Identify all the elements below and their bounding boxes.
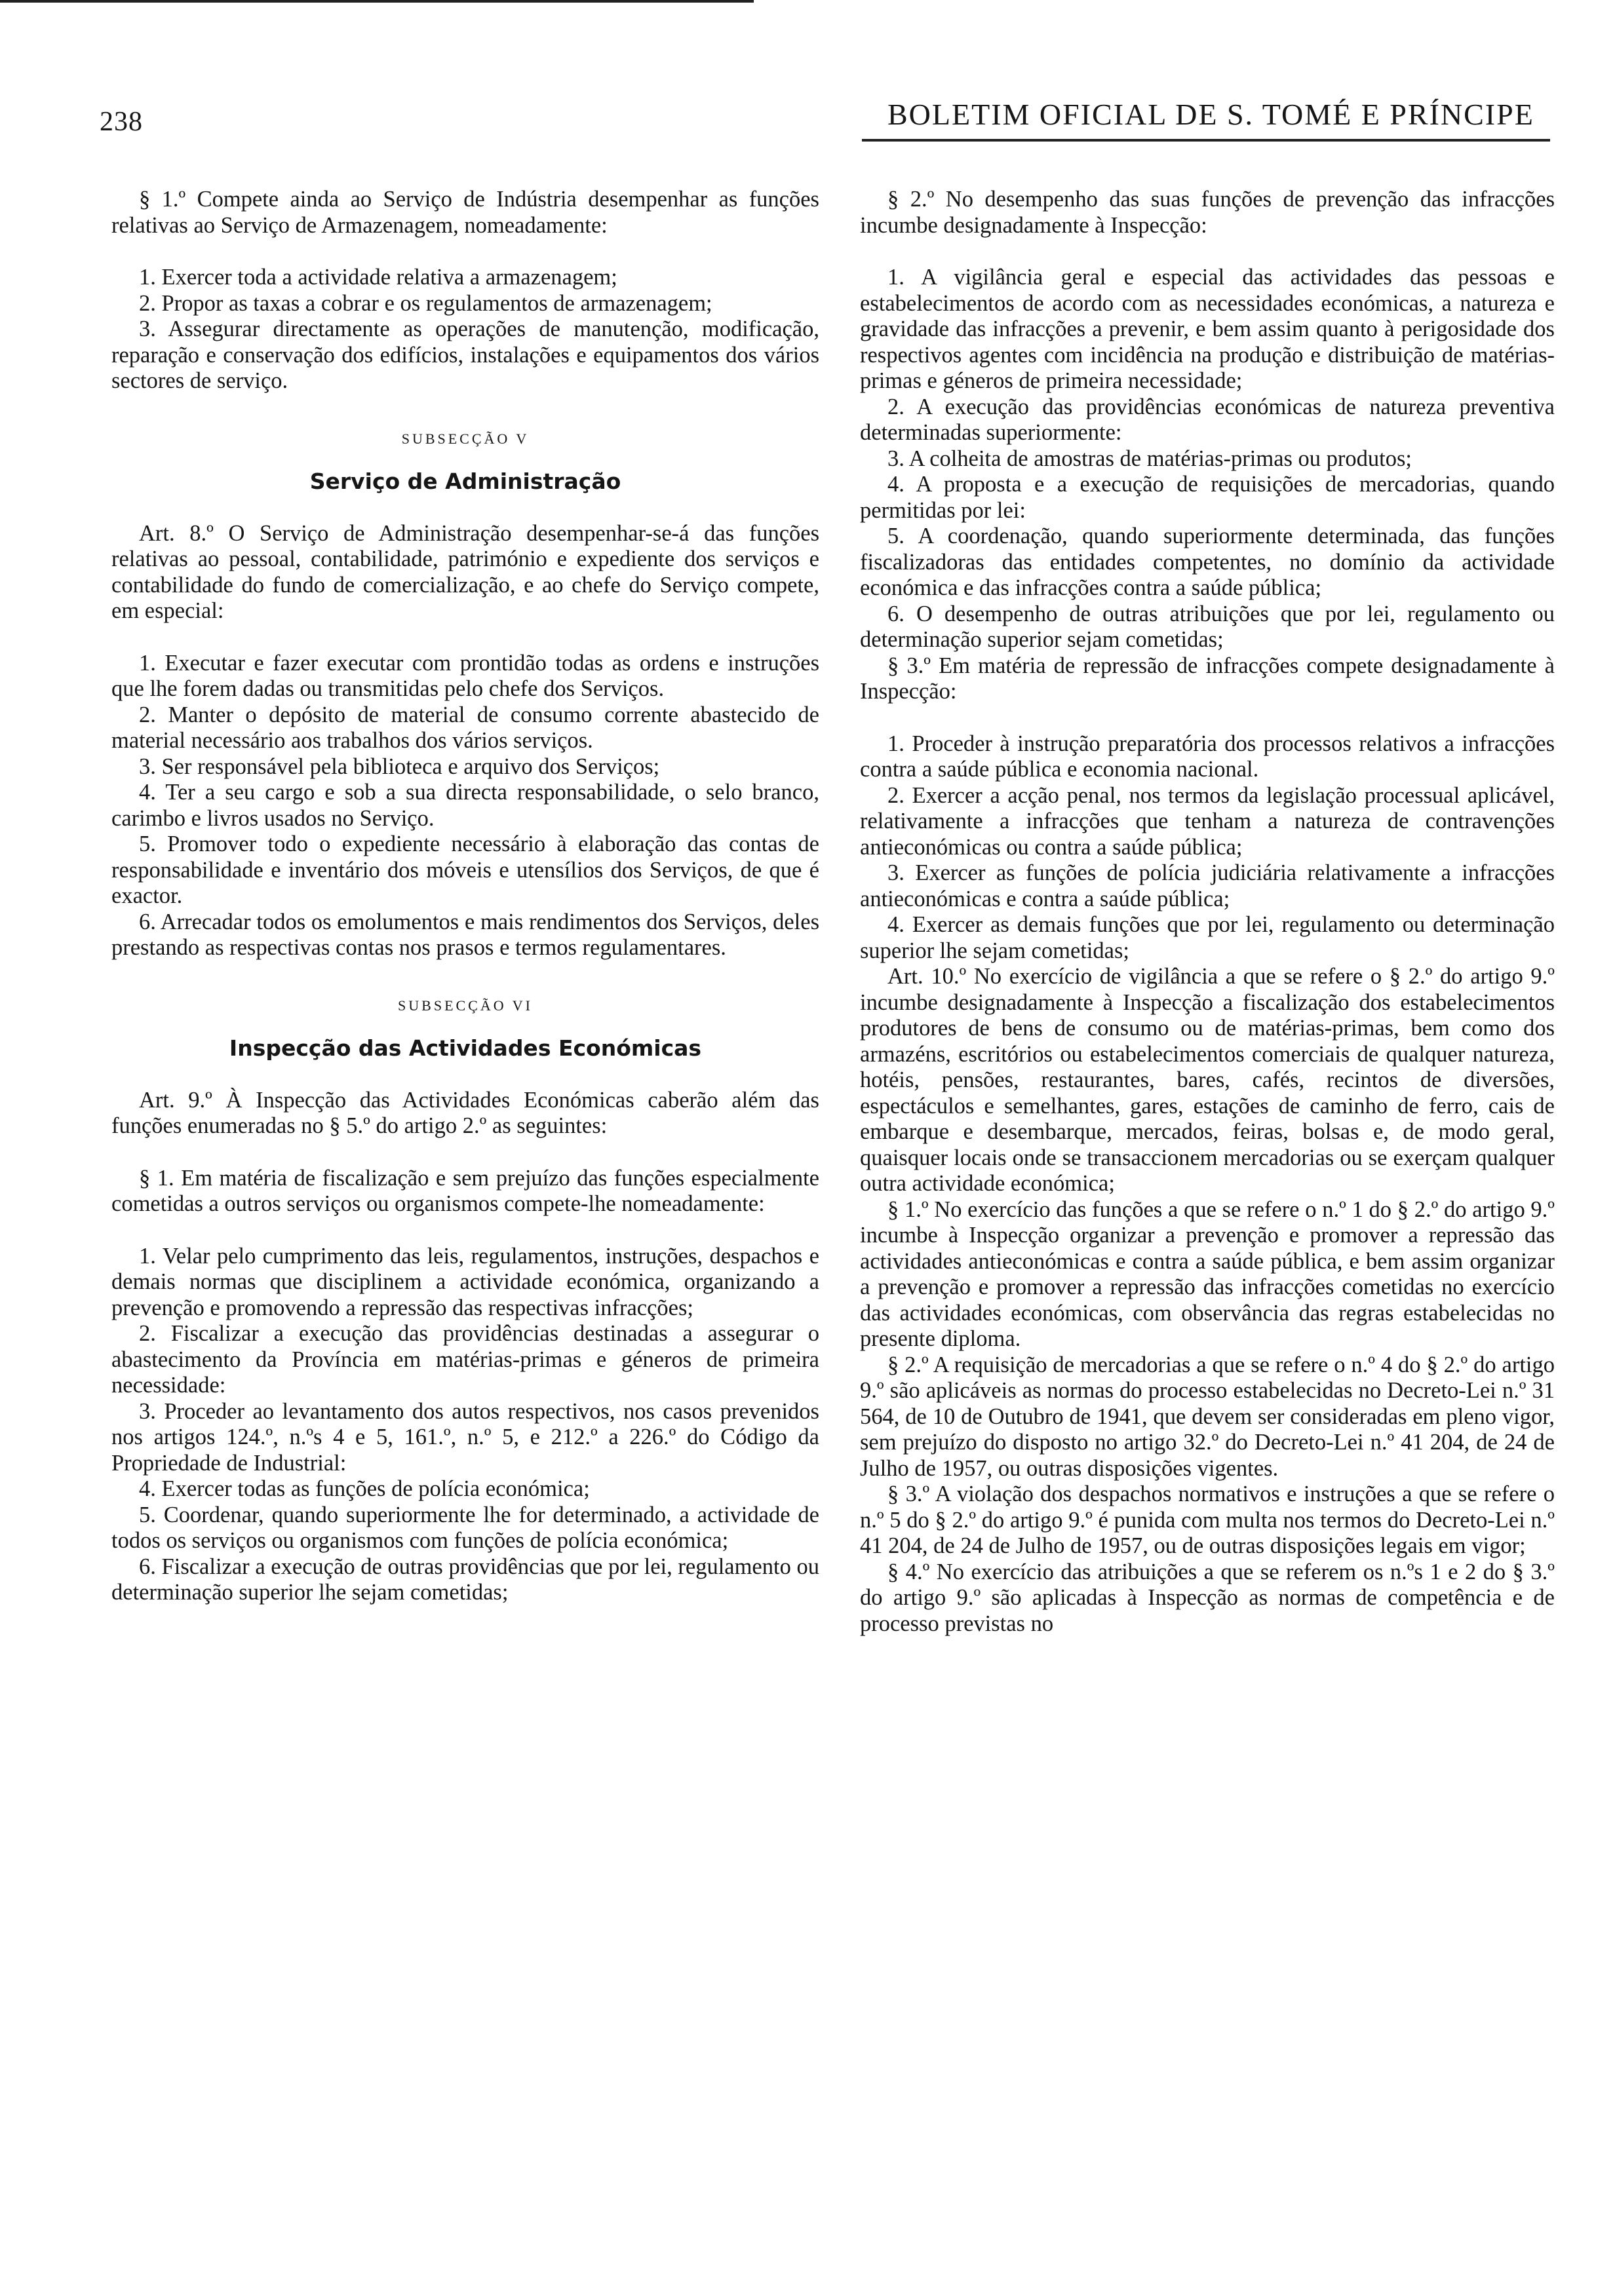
paragraph: § 1.º Compete ainda ao Serviço de Indústria desempenhar as funções relativas ao Serviço de Armazenagem, nomeadamente: — [111, 187, 819, 238]
paragraph: § 3.º A violação dos despachos normativos e instruções a que se refere o n.º 5 do § 2.º do artigo 9.º é punida com multa nos termos do Decreto-Lei n.º 41 204, de 24 de Julho de 1957, ou de outras disposições legais em vigor; — [860, 1482, 1555, 1558]
list-item: 1. A vigilância geral e especial das actividades das pessoas e estabelecimentos de acordo com as necessidades económicas, a natureza e gravidade das infracções a prevenir, e bem assim quanto à perigosidade dos respectivos agentes com incidência na produção e distribuição de matérias-primas e géneros de primeira necessidade; — [860, 265, 1555, 393]
list-item: 1. Executar e fazer executar com prontidão todas as ordens e instruções que lhe forem dadas ou transmitidas pelo chefe dos Serviços. — [111, 650, 819, 701]
list-item: 4. Exercer todas as funções de polícia económica; — [139, 1476, 590, 1501]
list-item: 6. Arrecadar todos os emolumentos e mais rendimentos dos Serviços, deles prestando as respectivas contas nos prasos e termos regulamentares. — [111, 909, 819, 960]
list-item: 3. Ser responsável pela biblioteca e arquivo dos Serviços; — [139, 754, 660, 779]
list-item: 2. Exercer a acção penal, nos termos da legislação processual aplicável, relativamente a infracções que tenham a natureza de contravenções antieconómicas ou contra a saúde pública; — [860, 782, 1555, 860]
list-item: 4. A proposta e a execução de requisições de mercadorias, quando permitidas por lei: — [860, 472, 1555, 523]
list-item: 6. Fiscalizar a execução de outras providências que por lei, regulamento ou determinação superior lhe sejam cometidas; — [111, 1554, 819, 1605]
top-edge-rule — [0, 0, 754, 3]
list-item: 1. Exercer toda a actividade relativa a armazenagem; — [139, 265, 617, 290]
list-item: 2. A execução das providências económicas de natureza preventiva determinadas superiormente: — [860, 394, 1555, 445]
page-number: 238 — [100, 107, 143, 137]
paragraph: § 3.º Em matéria de repressão de infracções compete designadamente à Inspecção: — [860, 653, 1555, 704]
left-column — [111, 187, 819, 1606]
list-item: 3. Assegurar directamente as operações de manutenção, modificação, reparação e conservação dos edifícios, instalações e equipamentos dos vários sectores de serviço. — [111, 316, 819, 393]
list-item: 4. Exercer as demais funções que por lei, regulamento ou determinação superior lhe sejam cometidas; — [860, 912, 1555, 963]
article-paragraph: Art. 9.º À Inspecção das Actividades Económicas caberão além das funções enumeradas no § 5.º do artigo 2.º as seguintes: — [111, 1087, 819, 1138]
subsection-label: SUBSECÇÃO VI — [398, 997, 533, 1014]
paragraph-gap — [111, 1139, 819, 1166]
list-item: 2. Propor as taxas a cobrar e os regulamentos de armazenagem; — [139, 290, 712, 316]
paragraph: § 1. Em matéria de fiscalização e sem prejuízo das funções especialmente cometidas a outros serviços ou organismos compete-lhe nomeadamente: — [111, 1165, 819, 1216]
article-paragraph: Art. 8.º O Serviço de Administração desempenhar-se-á das funções relativas ao pessoal, contabilidade, património e expediente dos serviços e contabilidade do fundo de comercialização, e ao chefe do Serviço compete, em especial: — [111, 520, 819, 623]
header-rule — [862, 139, 1550, 142]
paragraph: § 2.º A requisição de mercadorias a que se refere o n.º 4 do § 2.º do artigo 9.º são aplicáveis as normas do processo estabelecidas no Decreto-Lei n.º 31 564, de 10 de Outubro de 1941, que devem ser consideradas em pleno vigor, sem prejuízo do disposto no artigo 32.º do Decreto-Lei n.º 41 204, de 24 de Julho de 1957, ou outras disposições vigentes. — [860, 1352, 1555, 1481]
list-item: 1. Velar pelo cumprimento das leis, regulamentos, instruções, despachos e demais normas que disciplinem a actividade económica, organizando a prevenção e promovendo a repressão das respectivas infracções; — [111, 1243, 819, 1320]
right-column — [860, 187, 1555, 1637]
subsection-label: SUBSECÇÃO V — [401, 430, 530, 447]
list-item: 5. A coordenação, quando superiormente determinada, das funções fiscalizadoras das entidades competentes, no domínio da actividade económica e das infracções contra a saúde pública; — [860, 524, 1555, 600]
paragraph-gap — [860, 239, 1555, 265]
list-item: 5. Promover todo o expediente necessário à elaboração das contas de responsabilidade e inventário dos móveis e utensílios dos Serviços, de que é exactor. — [111, 832, 819, 908]
paragraph: § 1.º No exercício das funções a que se refere o n.º 1 do § 2.º do artigo 9.º incumbe à Inspecção organizar a prevenção e promover a repressão das actividades antieconómicas e contra a saúde pública, e bem assim organizar a prevenção e promover a repressão das infracções cometidas no exercício das actividades económicas, com observância das regras estabelecidas no presente diploma. — [860, 1196, 1555, 1351]
list-item: 3. Proceder ao levantamento dos autos respectivos, nos casos prevenidos nos artigos 124.º, n.ºs 4 e 5, 161.º, n.º 5, e 212.º a 226.º do Código da Propriedade de Industrial: — [111, 1398, 819, 1476]
paragraph-gap — [111, 1217, 819, 1244]
paragraph: § 2.º No desempenho das suas funções de prevenção das infracções incumbe designadamente à Inspecção: — [860, 187, 1555, 238]
running-title: BOLETIM OFICIAL DE S. TOMÉ E PRÍNCIPE — [887, 98, 1534, 131]
paragraph: § 4.º No exercício das atribuições a que se referem os n.ºs 1 e 2 do § 3.º do artigo 9.º são aplicadas à Inspecção as normas de competência e de processo previstas no — [860, 1559, 1555, 1636]
list-item: 2. Fiscalizar a execução das providências destinadas a assegurar o abastecimento da Província em matérias-primas e géneros de primeira necessidade: — [111, 1321, 819, 1398]
list-item: 6. O desempenho de outras atribuições que por lei, regulamento ou determinação superior sejam cometidas; — [860, 601, 1555, 652]
paragraph-gap — [111, 239, 819, 265]
paragraph-gap — [111, 624, 819, 651]
list-item: 3. A colheita de amostras de matérias-primas ou produtos; — [887, 446, 1412, 471]
list-item: 5. Coordenar, quando superiormente lhe for determinado, a actividade de todos os serviços ou organismos com funções de polícia económica; — [111, 1502, 819, 1553]
list-item: 2. Manter o depósito de material de consumo corrente abastecido de material necessário aos trabalhos dos vários serviços. — [111, 702, 819, 753]
paragraph-gap — [860, 705, 1555, 731]
list-item: 3. Exercer as funções de polícia judiciária relativamente a infracções antieconómicas e contra a saúde pública; — [860, 860, 1555, 911]
list-item: 1. Proceder à instrução preparatória dos processos relativos a infracções contra a saúde pública e economia nacional. — [860, 731, 1555, 782]
article-paragraph: Art. 10.º No exercício de vigilância a que se refere o § 2.º do artigo 9.º incumbe designadamente à Inspecção a fiscalização dos estabelecimentos produtores de bens de consumo ou de matérias-primas, bem como dos armazéns, escritórios ou estabelecimentos comerciais de qualquer natureza, hotéis, pensões, restaurantes, bares, cafés, recintos de diversões, espectáculos e semelhantes, gares, estações de caminho de ferro, cais de embarque e desembarque, mercados, feiras, bolsas e, de modo geral, quaisquer locais onde se transaccionem mercadorias ou se exerçam qualquer outra actividade económica; — [860, 964, 1555, 1196]
section-heading: Inspecção das Actividades Económicas — [229, 1035, 702, 1061]
list-item: 4. Ter a seu cargo e sob a sua directa responsabilidade, o selo branco, carimbo e livros usados no Serviço. — [111, 780, 819, 831]
section-heading: Serviço de Administração — [309, 469, 621, 494]
